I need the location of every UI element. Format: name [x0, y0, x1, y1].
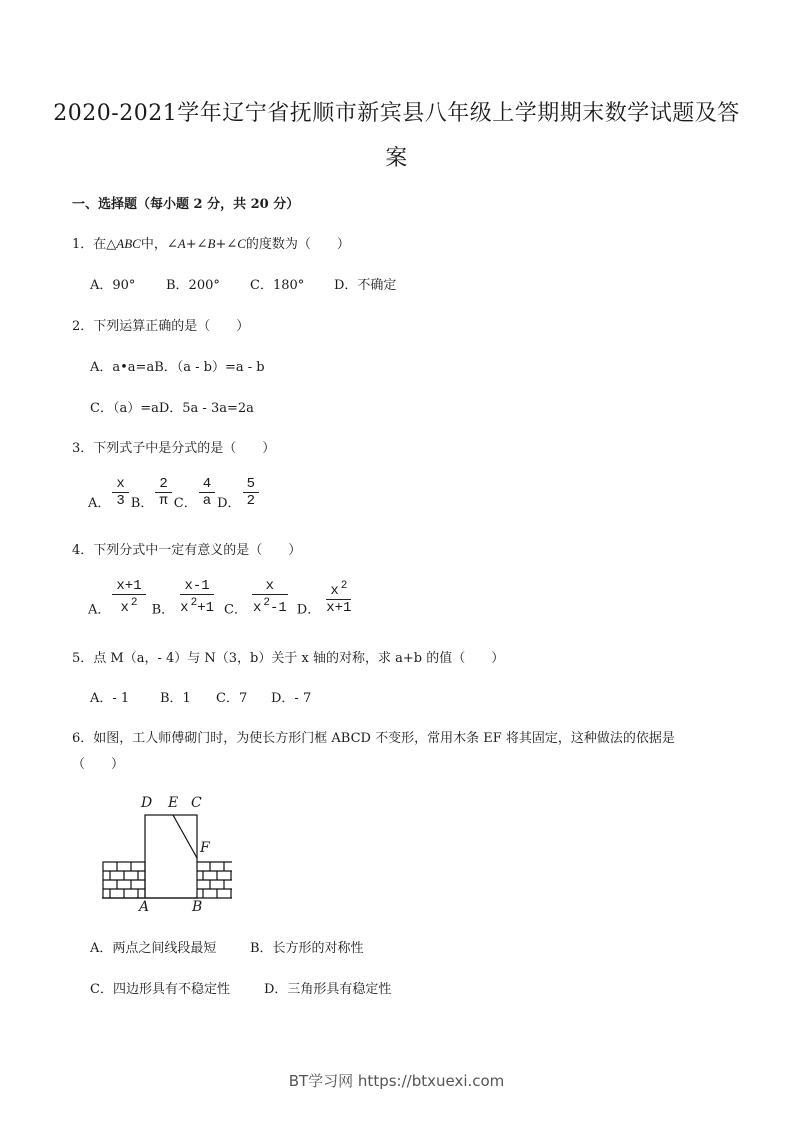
- question-5: 5．点 M（a，- 4）与 N（3，b）关于 x 轴的对称，求 a+b 的值（ ）: [72, 651, 505, 666]
- q5-option-d: D．- 7: [271, 691, 312, 706]
- q5-option-b: B．1: [160, 691, 191, 706]
- label-e: E: [168, 795, 179, 811]
- section-heading: 一、选择题（每小题 2 分，共 20 分）: [72, 197, 300, 212]
- question-number: 2．: [72, 319, 94, 334]
- q3-options: $_{A.}$ $\frac{x}{3}$ $_{B.}$ $\frac{2}{\pi}$ $_{C.}$ $\frac{4}{a}$ $_{D.}$ $\frac{5}{2}$: [88, 476, 261, 511]
- question-number: 3．: [72, 441, 94, 456]
- q6-option-c: C．四边形具有不稳定性: [90, 982, 230, 997]
- question-number: 1．: [72, 237, 94, 252]
- fraction: $\frac{x-1}{x ^2+1}$: [180, 578, 214, 616]
- q6-option-b: B．长方形的对称性: [250, 941, 364, 956]
- footer-watermark: BT学习网 https://btxuexi.com: [288, 1072, 505, 1090]
- question-number: 4．: [72, 543, 94, 558]
- question-number: 6．: [72, 731, 94, 746]
- q5-option-c: C．7: [216, 691, 248, 706]
- q1-option-b: B．200°: [166, 278, 220, 293]
- question-4: 4．下列分式中一定有意义的是（ ）: [72, 543, 302, 558]
- document-title-line1: 2020-2021学年辽宁省抚顺市新宾县八年级上学期期末数学试题及答: [53, 101, 740, 126]
- label-c: C: [191, 795, 202, 811]
- fraction: $\frac{x}{3}$: [112, 476, 128, 509]
- question-number: 5．: [72, 651, 94, 666]
- fraction: $\frac{x}{x ^2-1}$: [252, 578, 287, 616]
- q5-option-a: A．- 1: [90, 691, 130, 706]
- question-6: 6．如图，工人师傅砌门时，为使长方形门框 ABCD 不变形，常用木条 EF 将其固定，这种做法的依据是: [72, 731, 675, 746]
- q6-option-d: D．三角形具有稳定性: [264, 982, 392, 997]
- label-b: B: [192, 899, 203, 915]
- fraction: $\frac{x+1}{x ^2}$: [112, 578, 145, 616]
- label-a: A: [139, 899, 150, 915]
- q4-options: $_{A.}$ $\frac{x+1}{x ^2}$ $_{B.}$ $\frac{x-1}{x ^2+1}$ $_{C.}$ $\frac{x}{x ^2-1}$ $_{D.}$ $\frac{x ^2}{x+1}$: [88, 578, 357, 618]
- label-f: F: [200, 840, 210, 856]
- fraction: $\frac{x ^2}{x+1}$: [326, 580, 352, 616]
- fraction: $\frac{4}{a}$: [199, 476, 215, 509]
- question-1: 1．在△ABC中，∠A+∠B+∠C的度数为（ ）: [72, 236, 350, 252]
- q1-option-a: A．90°: [90, 278, 136, 293]
- question-2: 2．下列运算正确的是（ ）: [72, 319, 250, 334]
- q2-options-cd: C．（a）=aD．5a - 3a=2a: [90, 401, 254, 416]
- q1-option-c: C．180°: [250, 278, 305, 293]
- fraction: $\frac{5}{2}$: [243, 476, 259, 509]
- question-6-line2: （ ）: [72, 757, 125, 772]
- q1-option-d: D．不确定: [334, 278, 397, 293]
- q6-option-a: A．两点之间线段最短: [90, 941, 217, 956]
- label-d: D: [141, 795, 153, 811]
- document-title-line2: 案: [385, 146, 408, 171]
- door-frame-figure: [98, 792, 238, 917]
- fraction: $\frac{2}{\pi}$: [155, 476, 171, 509]
- question-3: 3．下列式子中是分式的是（ ）: [72, 441, 276, 456]
- q2-options-ab: A．a•a=aB．（a - b）=a - b: [90, 360, 265, 375]
